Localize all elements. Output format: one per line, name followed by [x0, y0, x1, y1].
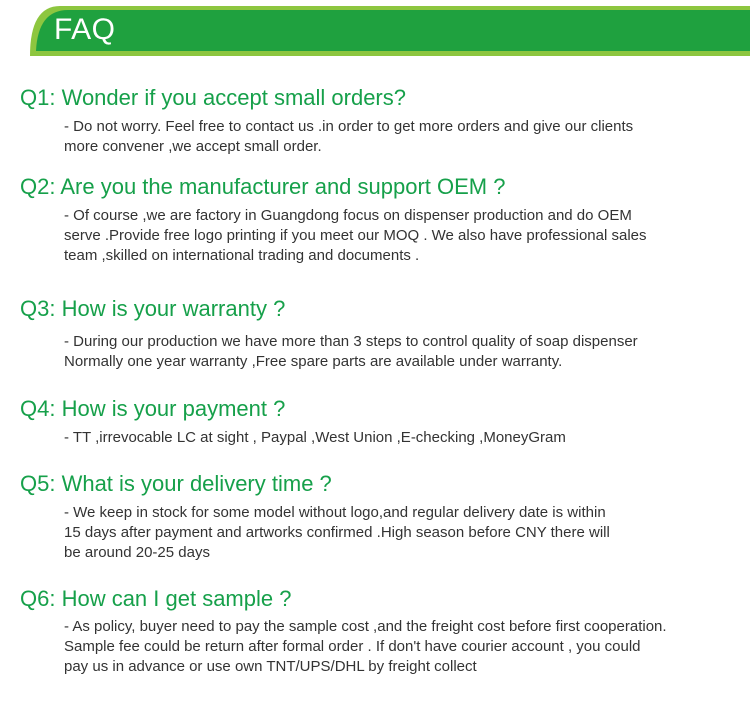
- faq-question: Q5: What is your delivery time ?: [20, 471, 332, 496]
- faq-answer: - Of course ,we are factory in Guangdong focus on dispenser production and do OEM serve .Provide free logo printing if you meet our MOQ . We also have professional sales team ,skilled on international trading and documents .: [64, 207, 647, 264]
- faq-question: Q6: How can I get sample ?: [20, 586, 292, 611]
- faq-answer: - We keep in stock for some model without logo,and regular delivery date is within 15 days after payment and artworks confirmed .High season before CNY there will be around 20-25 days: [64, 504, 610, 561]
- faq-question: Q2: Are you the manufacturer and support OEM ?: [20, 174, 506, 199]
- faq-question: Q4: How is your payment ?: [20, 396, 286, 421]
- page-title: FAQ: [54, 13, 116, 46]
- faq-answer: - During our production we have more than 3 steps to control quality of soap dispenser Normally one year warranty ,Free spare parts are available under warranty.: [64, 333, 638, 370]
- faq-answer: - As policy, buyer need to pay the sample cost ,and the freight cost before first cooperation. Sample fee could be return after formal order . If don't have courier account , you could pay us in advance or use own TNT/UPS/DHL by freight collect: [64, 618, 667, 675]
- faq-header: [0, 0, 750, 60]
- header-inner-band: [36, 10, 750, 51]
- faq-answer: - Do not worry. Feel free to contact us .in order to get more orders and give our clients more convener ,we accept small order.: [64, 118, 634, 155]
- faq-question: Q1: Wonder if you accept small orders?: [20, 85, 406, 110]
- faq-answer: - TT ,irrevocable LC at sight , Paypal ,West Union ,E-checking ,MoneyGram: [64, 429, 566, 446]
- faq-question: Q3: How is your warranty ?: [20, 296, 286, 321]
